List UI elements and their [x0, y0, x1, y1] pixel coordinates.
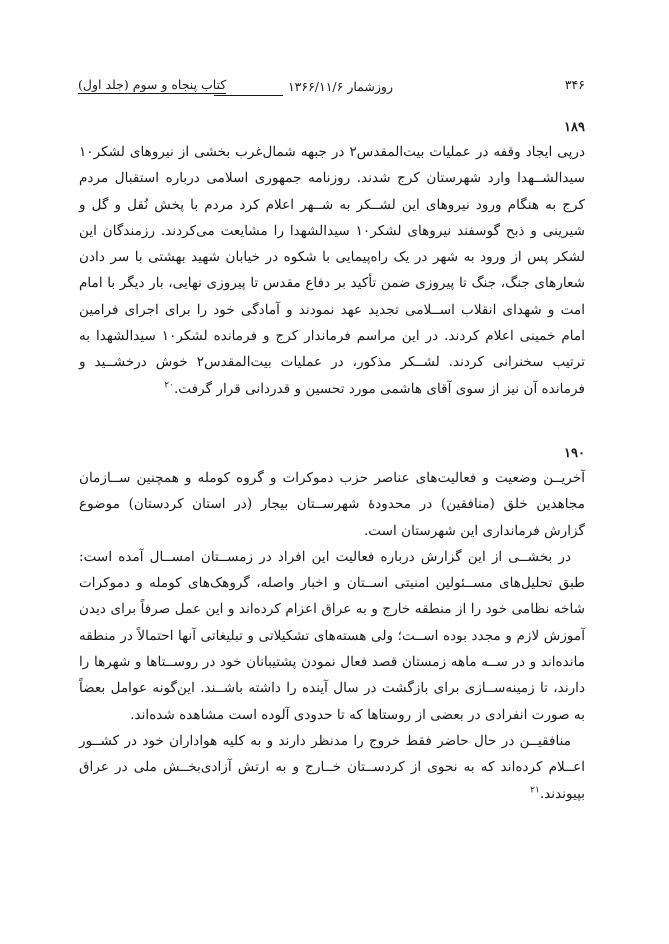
- page-number: ۳۴۶: [564, 77, 585, 92]
- entry-number: ۱۹۰: [564, 446, 585, 461]
- header-rule: [214, 95, 283, 96]
- diary-date: روزشمار ۱۳۶۶/۱۱/۶: [287, 79, 393, 94]
- footnote-marker: ۲۰: [164, 380, 174, 391]
- entry-paragraph: [79, 544, 585, 728]
- entry-190: [79, 446, 585, 807]
- entry-paragraph: [79, 465, 585, 544]
- book-title: کتاب پنجاه و سوم (جلد اول): [78, 77, 227, 92]
- entry-paragraph: [79, 728, 585, 807]
- paragraph-text: منافقیــن در حال حاضر فقط خروج را مدنظر دارند و به کلیه هواداران خود در کشــور اعــلام کرده‌اند که به نحوی از کردســتان خــارج و به ارتش آزادی‌بخــش ملی در عراق بپیوندند.: [79, 732, 585, 802]
- entry-number: ۱۸۹: [564, 120, 585, 135]
- paragraph-text: آخریــن وضعیت و فعالیت‌های عناصر حزب دموکرات و گروه کومله و همچنین ســازمان مجاهدین خلق (منافقین) در محدودهٔ شهرســتان بیجار (در استان کردستان) موضوع گزارش فرمانداری این شهرستان است.: [79, 470, 585, 539]
- paragraph-text: در بخشــی از این گزارش درباره فعالیت این افراد در زمســتان امســال آمده است: طبق تحلیل‌های مســئولین امنیتی اســتان و اخبار واصله، گروهک‌های کومله و دموکرات شاخه نظامی خود را از منطقه خارج و به عراق اعزام کرده‌اند و این عمل صرفاً برای دیدن آموزش لازم و مجدد بوده اســت؛ ولی هسته‌های تشکیلاتی و تبلیغاتی آنها احتمالاً در منطقه مانده‌اند و در ســه ماهه زمستان قصد فعال نمودن پشتیبانان خود در روســتاها و شهرها را دارند، تا زمینه‌ســازی برای بازگشت در سال آینده را داشته باشــند. این‌گونه عوامل بعضاً به صورت انفرادی در بعضی از روستاها که تا حدودی آلوده است مشاهده شده‌اند.: [79, 548, 585, 723]
- entry-paragraph: [79, 139, 585, 402]
- footnote-marker: ۲۱: [530, 785, 540, 796]
- entry-189: [79, 120, 585, 402]
- paragraph-text: درپی ایجاد وقفه در عملیات بیت‌المقدس۲ در جبهه شمال‌غرب بخشی از نیروهای لشکر۱۰ سیدالشــهدا وارد شهرستان کرج شدند. روزنامه جمهوری اسلامی درباره استقبال مردم کرج به هنگام ورود نیروهای این لشــکر به شــهر اعلام کرد مردم با پخش نُقل و گل و شیرینی و ذبح گوسفند نیروهای لشکر۱۰ سیدالشهدا را مشایعت می‌کردند. رزمندگان این لشکر پس از ورود به شهر در یک راه‌پیمایی با شکوه در خیابان شهید بهشتی با سر دادن شعارهای جنگ، جنگ تا پیروزی ضمن تأکید بر دفاع مقدس تا پیروزی نهایی، بار دیگر با امام امت و شهدای انقلاب اســلامی تجدید عهد نمودند و آمادگی خود را برای اجرای فرامین امام خمینی اعلام کردند. در این مراسم فرماندار کرج و فرمانده لشکر۱۰ سیدالشهدا به ترتیب سخنرانی کردند. لشــکر مذکور، در عملیات بیت‌المقدس۲ خوش درخشــید و فرمانده آن نیز از سوی آقای هاشمی مورد تحسین و قدردانی قرار گرفت.: [79, 144, 586, 397]
- running-header: [78, 77, 585, 99]
